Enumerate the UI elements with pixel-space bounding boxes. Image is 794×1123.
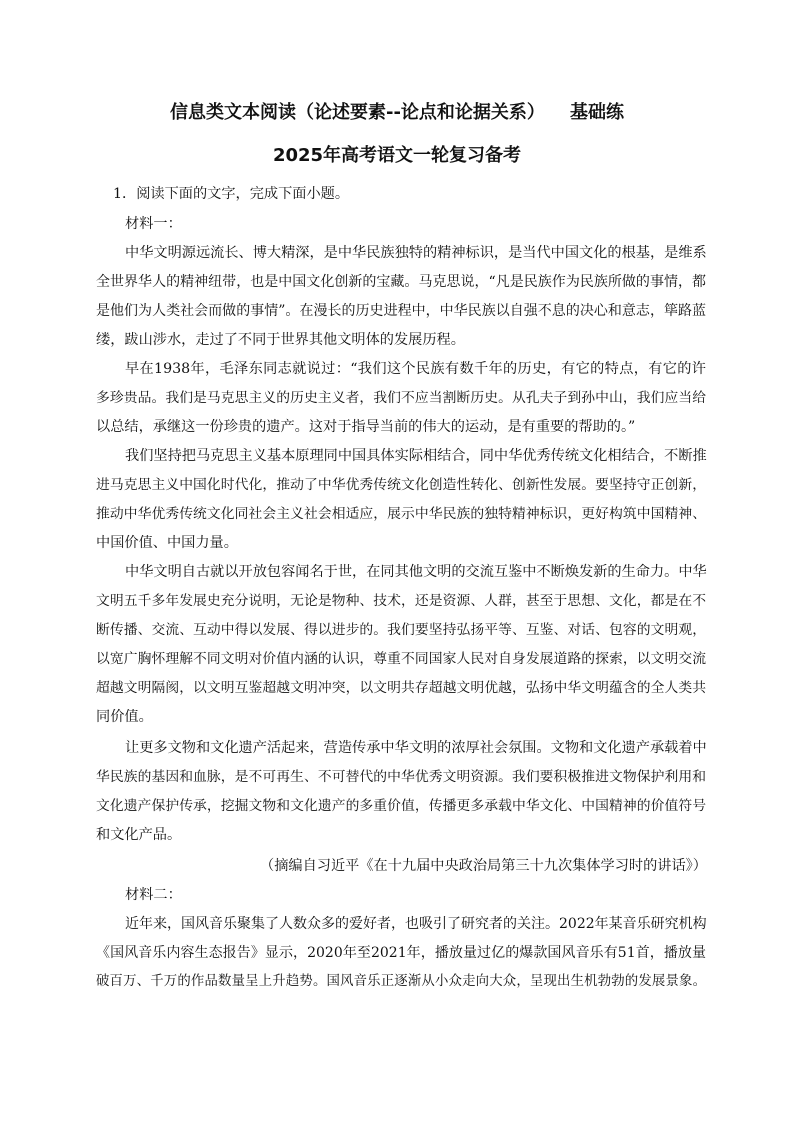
text-line: 我们坚持把马克思主义基本原理同中国具体实际相结合，同中华优秀传统文化相结合，不断推 [125,448,707,464]
text-line: 全世界华人的精神纽带，也是中国文化创新的宝藏。马克思说，“凡是民族作为民族所做的事情，都 [96,274,706,290]
text-line: 和文化产品。 [96,827,182,843]
text-line: 推动中华优秀传统文化同社会主义社会相适应，展示中华民族的独特精神标识，更好构筑中国精神、 [96,506,706,522]
text-line: 断传播、交流、互动中得以发展、得以进步的。我们要坚持弘扬平等、互鉴、对话、包容的文明观， [96,622,706,638]
text-line: 中国价值、中国力量。 [96,535,238,551]
text-line: 破百万、千万的作品数量呈上升趋势。国风音乐正逐渐从小众走向大众，呈现出生机勃勃的发展景象。 [96,974,706,989]
text-line: 以总结，承继这一份珍贵的遗产。这对于指导当前的伟大的运动，是有重要的帮助的。” [96,419,636,435]
material-1-label: 材料一： [125,216,182,232]
material-1-source: （摘编自习近平《在十九届中央政治局第三十九次集体学习时的讲话》） [260,858,707,874]
text-line: 中华文明源远流长、博大精深，是中华民族独特的精神标识，是当代中国文化的根基，是维系 [125,245,707,261]
material-2-label: 材料二： [125,887,182,903]
text-line: 同价值。 [96,709,153,725]
text-line: 多珍贵品。我们是马克思主义的历史主义者，我们不应当割断历史。从孔夫子到孙中山，我们应当给 [96,390,706,406]
text-line: 让更多文物和文化遗产活起来，营造传承中华文明的浓厚社会氛围。文物和文化遗产承载着中 [125,740,707,756]
text-line: 中华文明自古就以开放包容闻名于世，在同其他文明的交流互鉴中不断焕发新的生命力。中华 [125,564,707,580]
text-line: 缕，跋山涉水，走过了不同于世界其他文明体的发展历程。 [96,332,465,348]
text-line: 《国风音乐内容生态报告》显示，2020年至2021年，播放量过亿的爆款国风音乐有51首，播放量 [96,945,706,961]
text-line: 是他们为人类社会而做的事情”。在漫长的历史进程中，中华民族以自强不息的决心和意志，筚路蓝 [96,303,706,319]
text-line: 超越文明隔阂，以文明互鉴超越文明冲突，以文明共存超越文明优越，弘扬中华文明蕴含的全人类共 [96,680,706,696]
text-line: 以宽广胸怀理解不同文明对价值内涵的认识，尊重不同国家人民对自身发展道路的探索，以文明交流 [96,651,706,667]
text-line: 文化遗产保护传承，挖掘文物和文化遗产的多重价值，传播更多承载中华文化、中国精神的价值符号 [96,798,706,814]
document-subtitle: 2025年高考语文一轮复习备考 [272,145,522,166]
question-prompt: 1．阅读下面的文字，完成下面小题。 [113,186,350,202]
text-line: 近年来，国风音乐聚集了人数众多的爱好者，也吸引了研究者的关注。2022年某音乐研究机构 [125,916,707,932]
text-line: 文明五千多年发展史充分说明，无论是物种、技术，还是资源、人群，甚至于思想、文化，都是在不 [96,593,706,609]
text-line: 早在1938年，毛泽东同志就说过：“我们这个民族有数千年的历史，有它的特点，有它的许 [125,361,706,377]
text-line: 华民族的基因和血脉，是不可再生、不可替代的中华优秀文明资源。我们要积极推进文物保护利用和 [96,769,706,785]
document-title: 信息类文本阅读（论述要素--论点和论据关系） 基础练 [169,102,624,123]
text-line: 进马克思主义中国化时代化，推动了中华优秀传统文化创造性转化、创新性发展。要坚持守正创新， [96,477,706,493]
